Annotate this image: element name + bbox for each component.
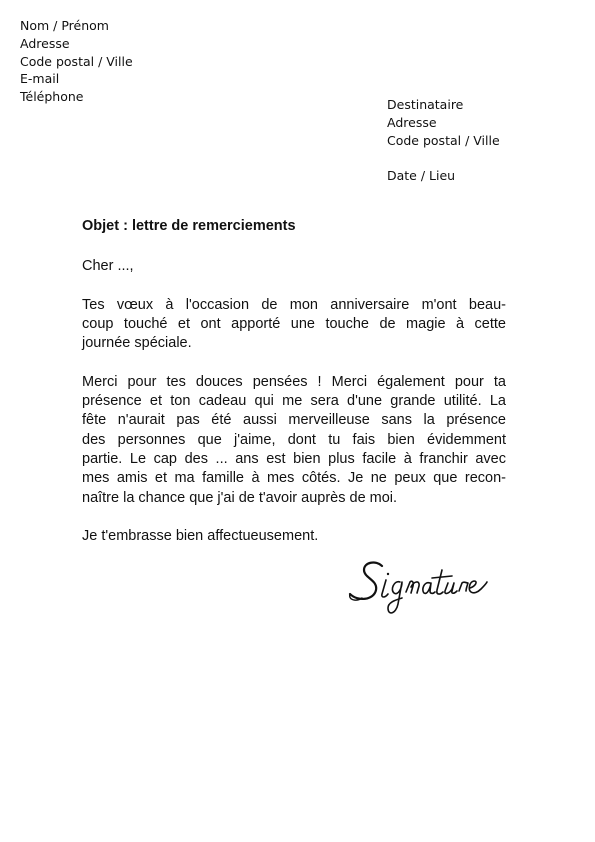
recipient-block — [387, 96, 500, 185]
recipient-name: Destinataire — [387, 97, 464, 112]
recipient-postal-city: Code postal / Ville — [387, 132, 500, 148]
paragraph-2-line: partie. Le cap des ... ans est bien plus facile à franchir avec — [82, 450, 506, 467]
sender-postal-city: Code postal / Ville — [20, 53, 133, 69]
paragraph-2-line: naître la chance que j'ai de t'avoir auprès de moi. — [82, 489, 398, 506]
date-place: Date / Lieu — [387, 168, 456, 184]
sender-phone: Téléphone — [20, 89, 84, 105]
paragraph-2-line: des personnes que j'aime, dont tu fais bien évidemment — [82, 431, 506, 448]
sender-email: E-mail — [20, 71, 60, 87]
paragraph-1-line: journée spéciale. — [82, 335, 192, 352]
closing: Je t'embrasse bien affectueusement. — [82, 528, 319, 545]
sender-name: Nom / Prénom — [20, 18, 109, 33]
letter-body — [82, 257, 506, 566]
sender-block — [20, 17, 133, 106]
recipient-address: Adresse — [387, 114, 437, 130]
handwritten-signature — [344, 556, 490, 624]
paragraph-1 — [82, 296, 506, 354]
sender-address: Adresse — [20, 35, 70, 51]
paragraph-1-line: coup touché et ont apporté une touche de magie à cette — [82, 315, 506, 332]
paragraph-2-line: Merci pour tes douces pensées ! Merci également pour ta — [82, 373, 506, 390]
paragraph-1-line: Tes vœux à l'occasion de mon anniversaire m'ont beau- — [82, 296, 506, 313]
salutation: Cher ..., — [82, 258, 134, 274]
paragraph-2 — [82, 373, 506, 508]
paragraph-2-line: mes amis et ma famille à mes côtés. Je ne peux que recon- — [82, 470, 506, 487]
paragraph-2-line: présence et ton cadeau qui me sera d'une grande utilité. La — [82, 393, 506, 410]
letter-subject: Objet : lettre de remerciements — [82, 218, 296, 234]
paragraph-2-line: fête n'aurait pas été aussi merveilleuse sans la présence — [82, 412, 506, 429]
